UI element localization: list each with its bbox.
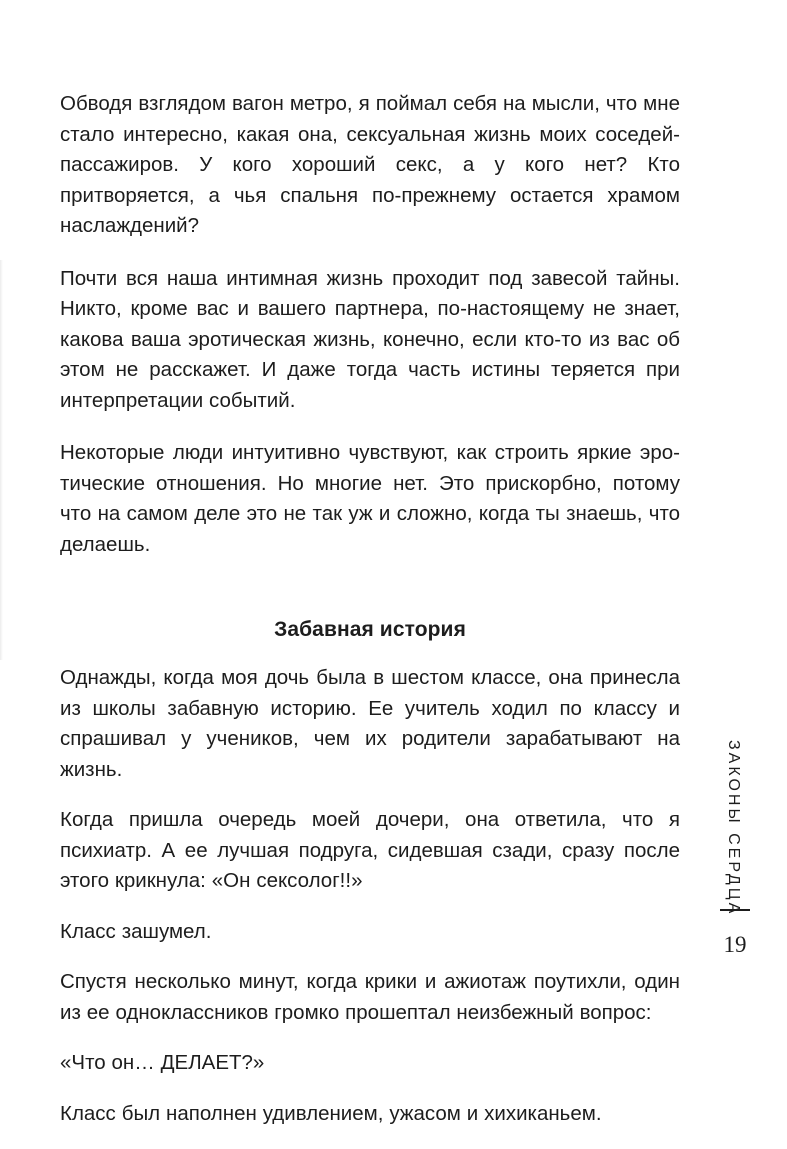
running-title-rail [707,740,757,917]
intro-paragraph-2: Почти вся наша интимная жизнь проходит под завесой тайны. Никто, кроме вас и вашего партнера, по-настоящему не знает, какова ваша эротическая жизнь, конечно, если кто-то из вас об этом не расскажет. И даже тогда часть истины теряется при интерпретации событий. [60,266,680,412]
text-column [60,89,680,1149]
running-title: ЗАКОНЫ СЕРДЦА [725,740,742,917]
story-block [60,663,680,1129]
page-spine-shadow [0,260,3,660]
story-paragraph-2: Когда пришла очередь моей дочери, она ответила, что я психиатр. А ее лучшая подруга, сидевшая сзади, сразу после этого крикнула: «Он сексолог!!» [60,808,680,892]
story-paragraph-6: Класс был наполнен удивлением, ужасом и хихиканьем. [60,1101,602,1125]
section-heading: Забавная история [274,618,466,641]
story-paragraph-3: Класс зашумел. [60,919,212,943]
page-number: 19 [723,932,747,957]
story-paragraph-1: Однажды, когда моя дочь была в шестом классе, она принесла из школы забавную историю. Ее учитель ходил по классу и спрашивал у учеников, чем их родители зарабатывают на жизнь. [60,666,680,781]
story-paragraph-4: Спустя несколько минут, когда крики и ажиотаж поутихли, один из ее одноклассников громко прошептал неизбежный вопрос: [60,970,680,1024]
intro-paragraph-1: Обводя взглядом вагон метро, я поймал себя на мысли, что мне стало интересно, какая она, сексуальная жизнь моих соседей-пассажиров. У кого хороший секс, а у кого нет? Кто притворяется, а чья спальня по-прежнему остается храмом наслаждений? [60,92,680,237]
page-number-rule [720,909,750,911]
story-paragraph-5: «Что он… ДЕЛАЕТ?» [60,1051,265,1074]
intro-paragraph-3: Некоторые люди интуитивно чувствуют, как строить яркие эротические отношения. Но многие нет. Это прискорбно, потому что на самом деле это не так уж и сложно, когда ты знаешь, что делаешь. [60,441,680,556]
